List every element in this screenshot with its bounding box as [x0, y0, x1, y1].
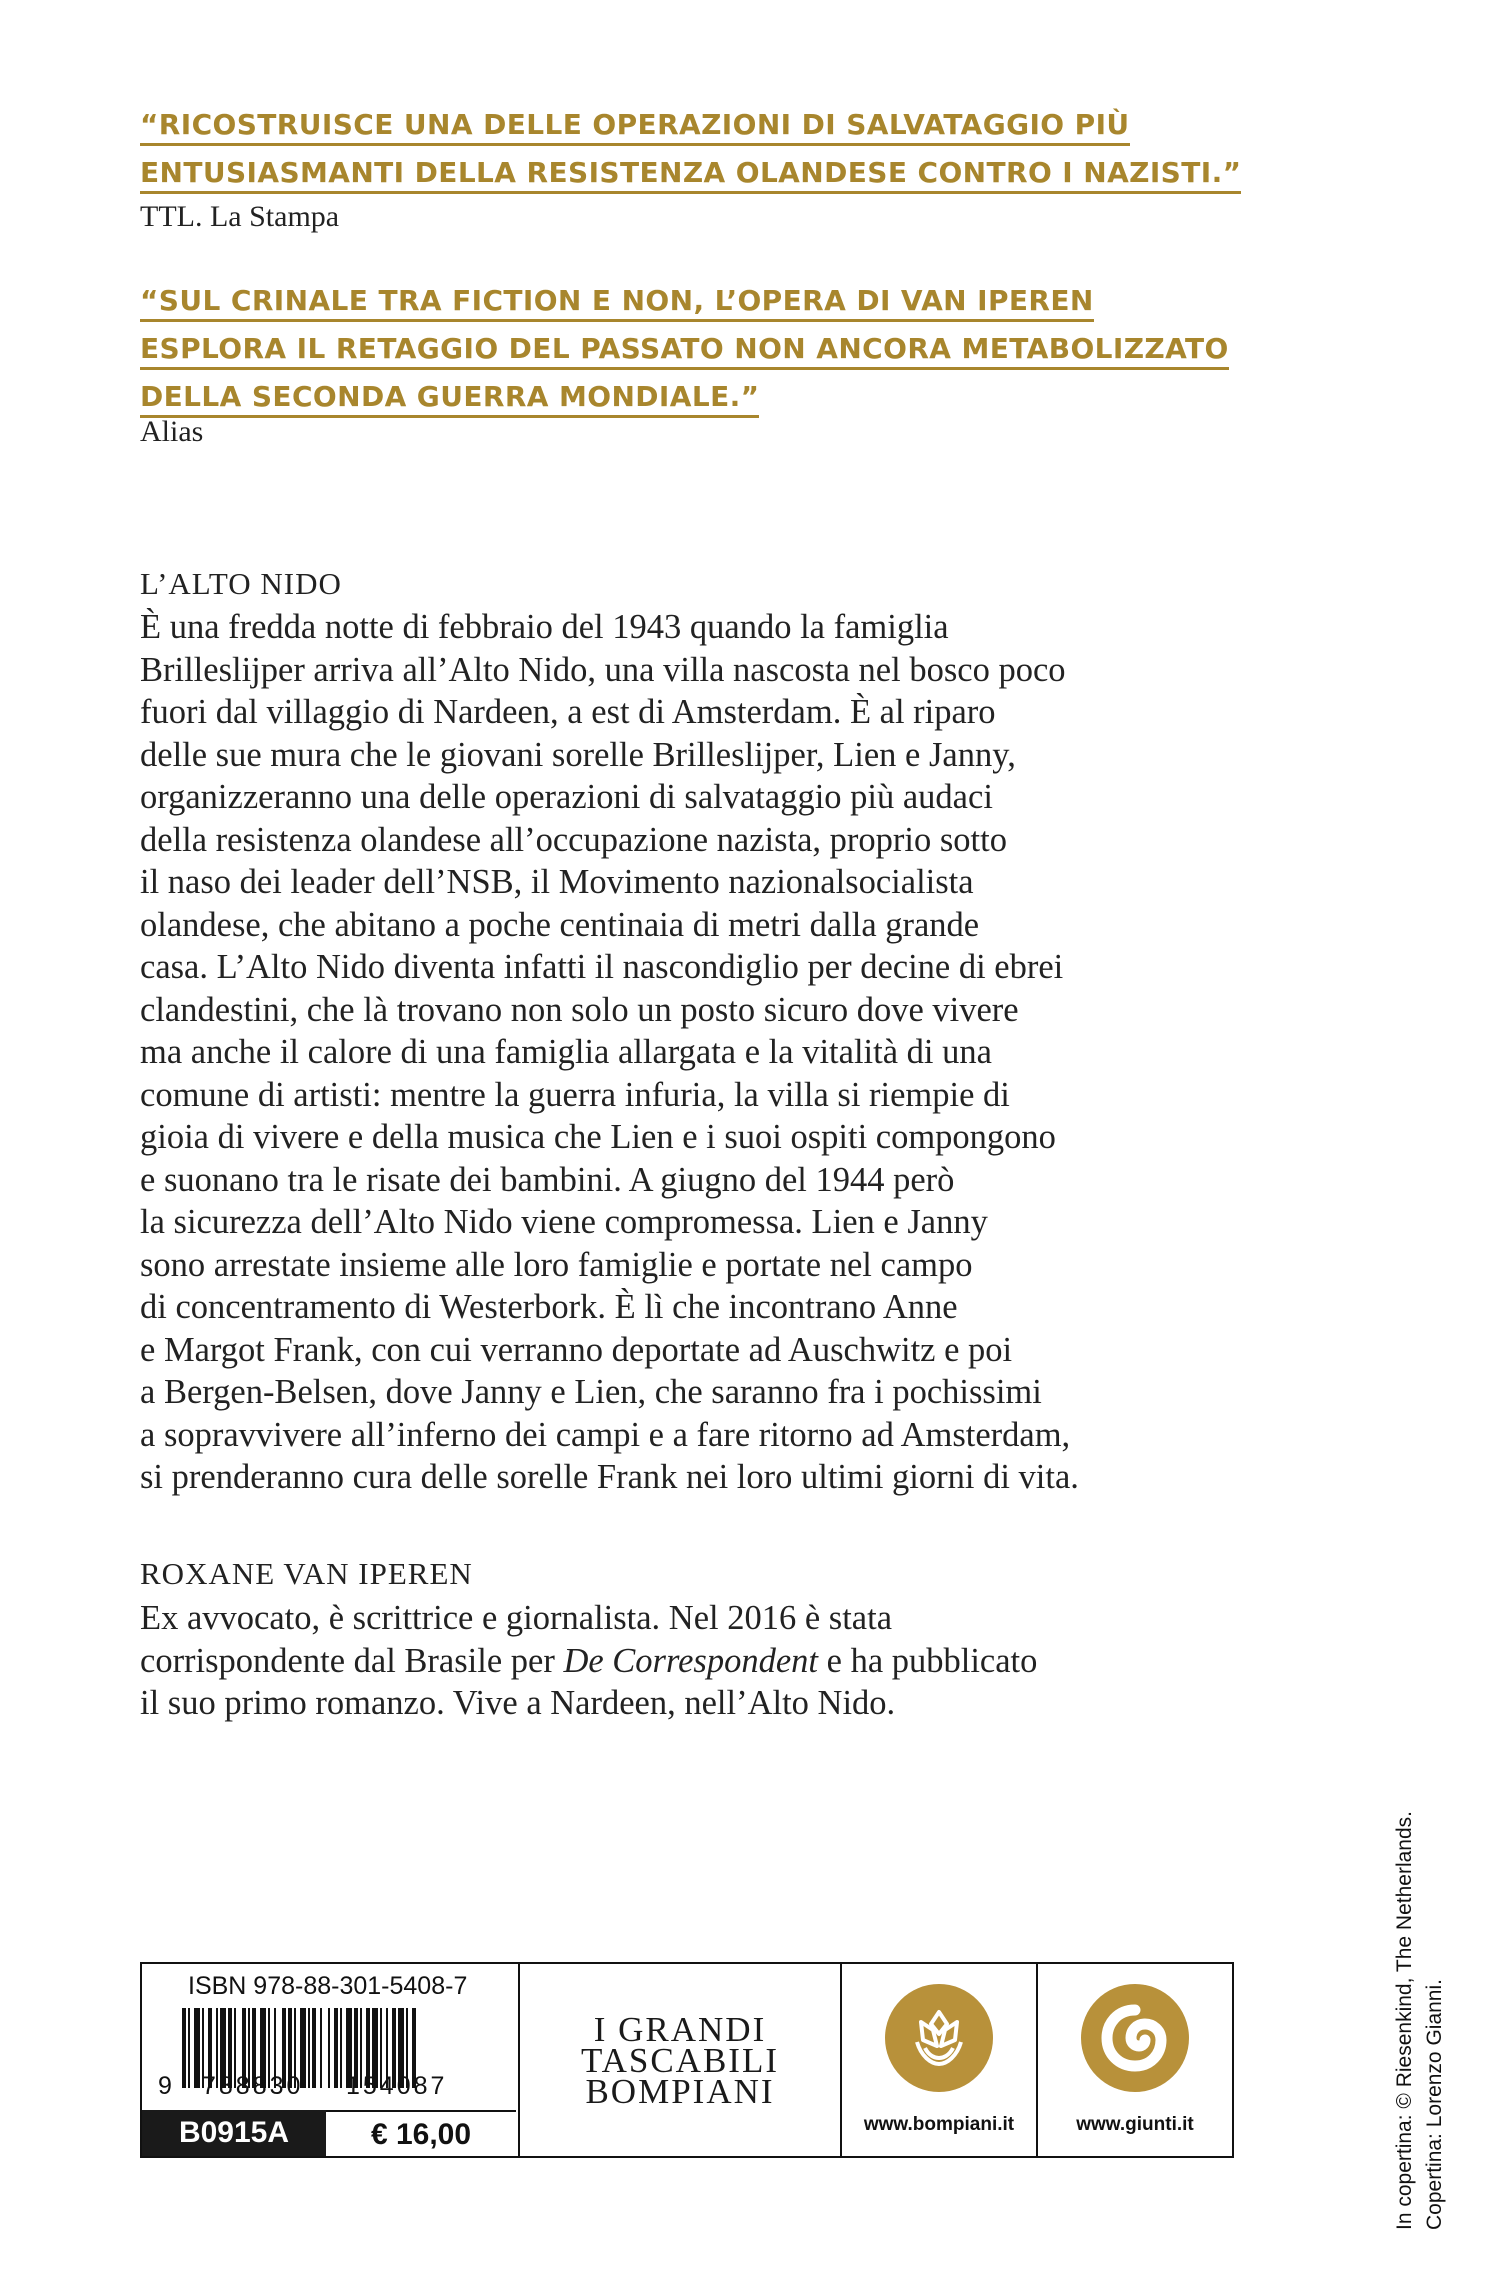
- synopsis-line: e Margot Frank, con cui verranno deportate ad Auschwitz e poi: [140, 1330, 1013, 1369]
- synopsis-heading: L’ALTO NIDO: [140, 566, 342, 601]
- synopsis-line: fuori dal villaggio di Nardeen, a est di Amsterdam. È al riparo: [140, 693, 996, 731]
- cover-photo-credit: In copertina: © Riesenkind, The Netherlands.: [1393, 1811, 1416, 2230]
- synopsis-line: la sicurezza dell’Alto Nido viene compromessa. Lien e Janny: [140, 1203, 988, 1241]
- author-bio: [140, 1597, 1037, 1725]
- bompiani-lotus-icon: [885, 1984, 993, 2092]
- synopsis-line: casa. L’Alto Nido diventa infatti il nascondiglio per decine di ebrei: [140, 948, 1064, 986]
- bompiani-url[interactable]: www.bompiani.it: [863, 2114, 1015, 2135]
- product-code: B0915A: [142, 2110, 326, 2156]
- synopsis-line: organizzeranno una delle operazioni di salvataggio più audaci: [140, 778, 993, 816]
- series-cell: [520, 1964, 842, 2156]
- barcode-digits-right: 154087: [346, 2072, 448, 2100]
- synopsis-line: olandese, che abitano a poche centinaia di metri dalla grande: [140, 905, 980, 944]
- synopsis-line: si prenderanno cura delle sorelle Frank nei loro ultimi giorni di vita.: [140, 1458, 1079, 1496]
- synopsis-line: gioia di vivere e della musica che Lien e i suoi ospiti compongono: [140, 1118, 1056, 1156]
- review-quote-1: [140, 104, 1241, 200]
- quote-source-2: Alias: [140, 415, 204, 448]
- giunti-swirl-icon: [1081, 1984, 1189, 2092]
- synopsis-line: Brilleslijper arriva all’Alto Nido, una villa nascosta nel bosco poco: [140, 650, 1066, 689]
- review-quote-2: [140, 280, 1229, 424]
- synopsis-line: di concentramento di Westerbork. È lì che incontrano Anne: [140, 1288, 958, 1326]
- quote-line: ENTUSIASMANTI DELLA RESISTENZA OLANDESE CONTRO I NAZISTI.”: [140, 155, 1241, 194]
- isbn-label: ISBN 978-88-301-5408-7: [188, 1972, 468, 2000]
- giunti-url[interactable]: www.giunti.it: [1076, 2114, 1194, 2135]
- quote-line: “SUL CRINALE TRA FICTION E NON, L’OPERA DI VAN IPEREN: [140, 283, 1094, 322]
- author-bio-line: corrispondente dal Brasile per De Correspondent e ha pubblicato: [140, 1641, 1038, 1680]
- synopsis-line: a sopravvivere all’inferno dei campi e a fare ritorno ad Amsterdam,: [140, 1415, 1071, 1454]
- synopsis-line: clandestini, che là trovano non solo un posto sicuro dove vivere: [140, 990, 1019, 1029]
- publication-title: De Correspondent: [563, 1641, 819, 1680]
- synopsis-line: È una fredda notte di febbraio del 1943 quando la famiglia: [140, 608, 949, 646]
- barcode-box: [140, 1962, 1234, 2158]
- price: € 16,00: [326, 2110, 516, 2156]
- bompiani-cell: [842, 1964, 1038, 2156]
- price-row: [142, 2110, 516, 2156]
- quote-source-1: TTL. La Stampa: [140, 200, 340, 233]
- quote-line: “RICOSTRUISCE UNA DELLE OPERAZIONI DI SALVATAGGIO PIÙ: [140, 107, 1130, 146]
- synopsis-text: [140, 606, 1079, 1499]
- synopsis-line: ma anche il calore di una famiglia allargata e la vitalità di una: [140, 1033, 992, 1071]
- barcode-digits-left: 788830: [202, 2072, 304, 2100]
- giunti-cell: [1038, 1964, 1232, 2156]
- synopsis-line: comune di artisti: mentre la guerra infuria, la villa si riempie di: [140, 1075, 1010, 1114]
- synopsis-line: sono arrestate insieme alle loro famiglie e portate nel campo: [140, 1245, 973, 1284]
- author-bio-line: Ex avvocato, è scrittrice e giornalista. Nel 2016 è stata: [140, 1599, 893, 1637]
- author-bio-line: il suo primo romanzo. Vive a Nardeen, nell’Alto Nido.: [140, 1684, 896, 1722]
- barcode-digit-prefix: 9: [158, 2072, 172, 2100]
- isbn-cell: [142, 1964, 520, 2156]
- synopsis-line: a Bergen-Belsen, dove Janny e Lien, che saranno fra i pochissimi: [140, 1373, 1042, 1411]
- synopsis-line: il naso dei leader dell’NSB, il Movimento nazionalsocialista: [140, 863, 974, 901]
- series-logo: I GRANDI TASCABILI BOMPIANI: [581, 2010, 779, 2111]
- synopsis-line: e suonano tra le risate dei bambini. A giugno del 1944 però: [140, 1160, 955, 1199]
- quote-line: DELLA SECONDA GUERRA MONDIALE.”: [140, 379, 759, 418]
- synopsis-line: delle sue mura che le giovani sorelle Brilleslijper, Lien e Janny,: [140, 735, 1016, 774]
- cover-credits: [1390, 1710, 1470, 2230]
- synopsis-line: della resistenza olandese all’occupazione nazista, proprio sotto: [140, 820, 1007, 859]
- quote-line: ESPLORA IL RETAGGIO DEL PASSATO NON ANCORA METABOLIZZATO: [140, 331, 1229, 370]
- author-heading: ROXANE VAN IPEREN: [140, 1556, 473, 1591]
- cover-design-credit: Copertina: Lorenzo Gianni.: [1423, 1979, 1446, 2230]
